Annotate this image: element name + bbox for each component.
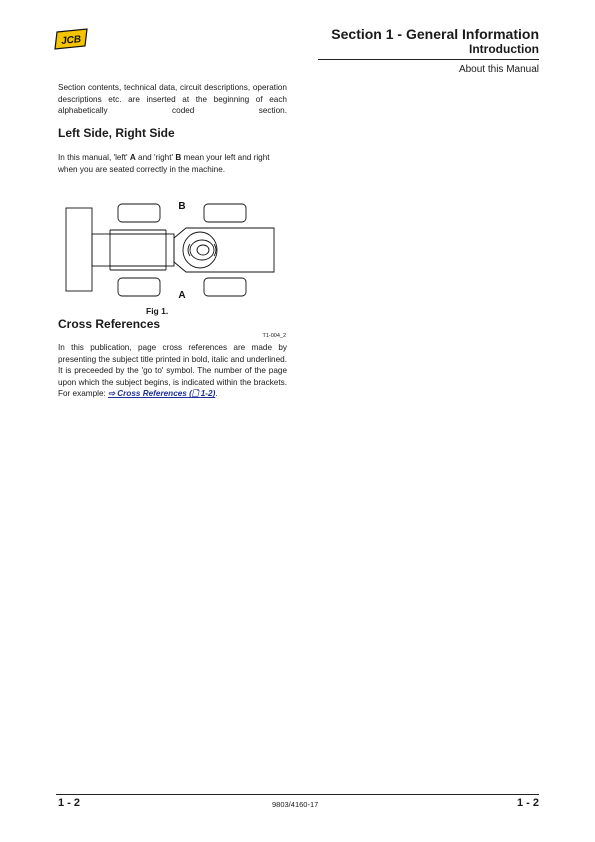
page-number-left: 1 - 2 xyxy=(58,797,81,809)
left-right-paragraph: In this manual, 'left' A and 'right' B mean your left and right when you are seated correctly in the machine. xyxy=(58,153,270,174)
label-a-ref: A xyxy=(129,153,136,162)
go-to-arrow-icon: ⇨ xyxy=(108,389,115,399)
section-title: Section 1 - General Information xyxy=(331,26,539,42)
subsection-title: Introduction xyxy=(469,42,539,56)
cross-references-paragraph: In this publication, page cross references are made by presenting the subject title printed in bold, italic and underlined. It is preceeded by the 'go to' symbol. The number of the page upon which the subject begins, is indicated within the brackets. For example: ⇨ Cross References (🗋 1-2). xyxy=(58,343,287,399)
wheel-rear-left xyxy=(204,278,246,296)
intro-paragraph: Section contents, technical data, circuit descriptions, operation descriptions etc. are inserted at the beginning of each alphabetically coded section. xyxy=(58,83,287,116)
bucket-shape xyxy=(66,208,92,291)
jcb-logo xyxy=(54,28,88,50)
loader-arms xyxy=(92,234,174,266)
wheel-rear-right xyxy=(204,204,246,222)
label-b-ref: B xyxy=(175,153,182,162)
page-number-right: 1 - 2 xyxy=(516,797,539,809)
rear-frame xyxy=(174,228,274,272)
logo-text: JCB xyxy=(60,33,82,48)
wheel-front-right xyxy=(118,204,160,222)
footer-divider xyxy=(56,794,539,795)
figure-reference-code: T1-004_2 xyxy=(262,333,286,339)
figure-label-a: A xyxy=(178,290,186,301)
topic-title: About this Manual xyxy=(458,64,539,75)
machine-diagram xyxy=(62,198,282,302)
page-icon: 🗋 xyxy=(191,389,199,399)
heading-left-right: Left Side, Right Side xyxy=(58,126,175,140)
heading-cross-references: Cross References xyxy=(58,317,161,331)
figure-label-b: B xyxy=(178,201,186,212)
wheel-front-left xyxy=(118,278,160,296)
cross-reference-link[interactable]: ⇨ Cross References (🗋 1-2) xyxy=(108,389,216,399)
document-number: 9803/4160-17 xyxy=(272,800,319,809)
header-divider xyxy=(318,59,539,60)
figure-caption: Fig 1. xyxy=(146,306,169,316)
